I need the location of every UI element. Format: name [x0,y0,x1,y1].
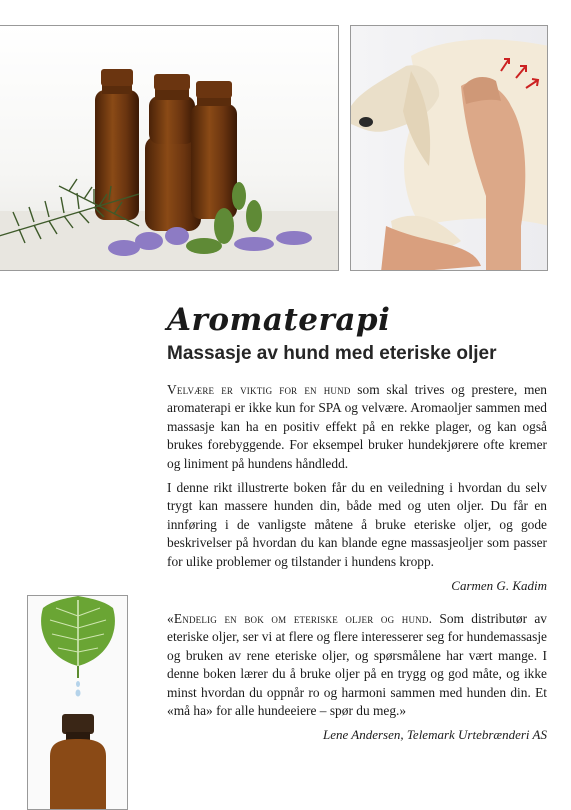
essential-oils-photo [0,25,339,271]
bottle-left [95,69,139,220]
quote-rest: Som distributør av eteriske oljer, ser vi at flere og flere interesserer seg for hundemassasje og bruken av rene eteriske oljer, og spørsmålene har vært mange. I denne boken lærer du å bruke oljer på en trygg og god måte, og ikke minst hvordan du oppnår ro og harmoni sammen med hunden din. Et «må ha» for alle hundeeiere – spør du meg.» [167,611,547,719]
intro-signature: Carmen G. Kadim [451,578,547,594]
quote-lead: «Endelig en bok om eteriske oljer og hund. [167,611,433,626]
title-block [167,300,547,365]
bottle-right [191,81,237,219]
intro-text [167,381,547,595]
dog-massage-photo [350,25,548,271]
page-title: Aromaterapi [167,302,391,338]
quote-paragraph [167,610,547,720]
intro-paragraph-2: I denne rikt illustrerte boken får du en veiledning i hvordan du selv trygt kan massere hunden din, både med og uten oljer. Du får en innføring i de vanligste måtene å bruke eteriske oljer, og gode beskrivelser på hvordan du kan blande egne massasjeoljer som passer for ulike problemer og tilstander i hundens kropp. [167,480,547,569]
quote-text [167,610,547,745]
quote-signature: Lene Andersen, Telemark Urtebrænderi AS [323,727,547,743]
leaf-drop-illustration [28,596,128,810]
dog-massage-illustration [351,26,548,271]
intro-paragraph-1-rest: som skal trives og prestere, men aromaterapi er ikke kun for SPA og velvære. Aromaoljer sammen med massasje kan ha en positiv effekt på en rekke plager, og kan også brukes forebyggende. For eksempel bruker hundekjørere ofte kremer og liniment på hundens håndledd. [167,382,548,471]
intro-paragraph-1 [167,381,547,473]
oil-bottles-illustration [0,26,339,271]
page-subtitle: Massasje av hund med eteriske oljer [167,343,497,364]
intro-lead: Velvære er viktig for en hund [167,382,351,397]
oil-drop-photo [27,595,128,810]
